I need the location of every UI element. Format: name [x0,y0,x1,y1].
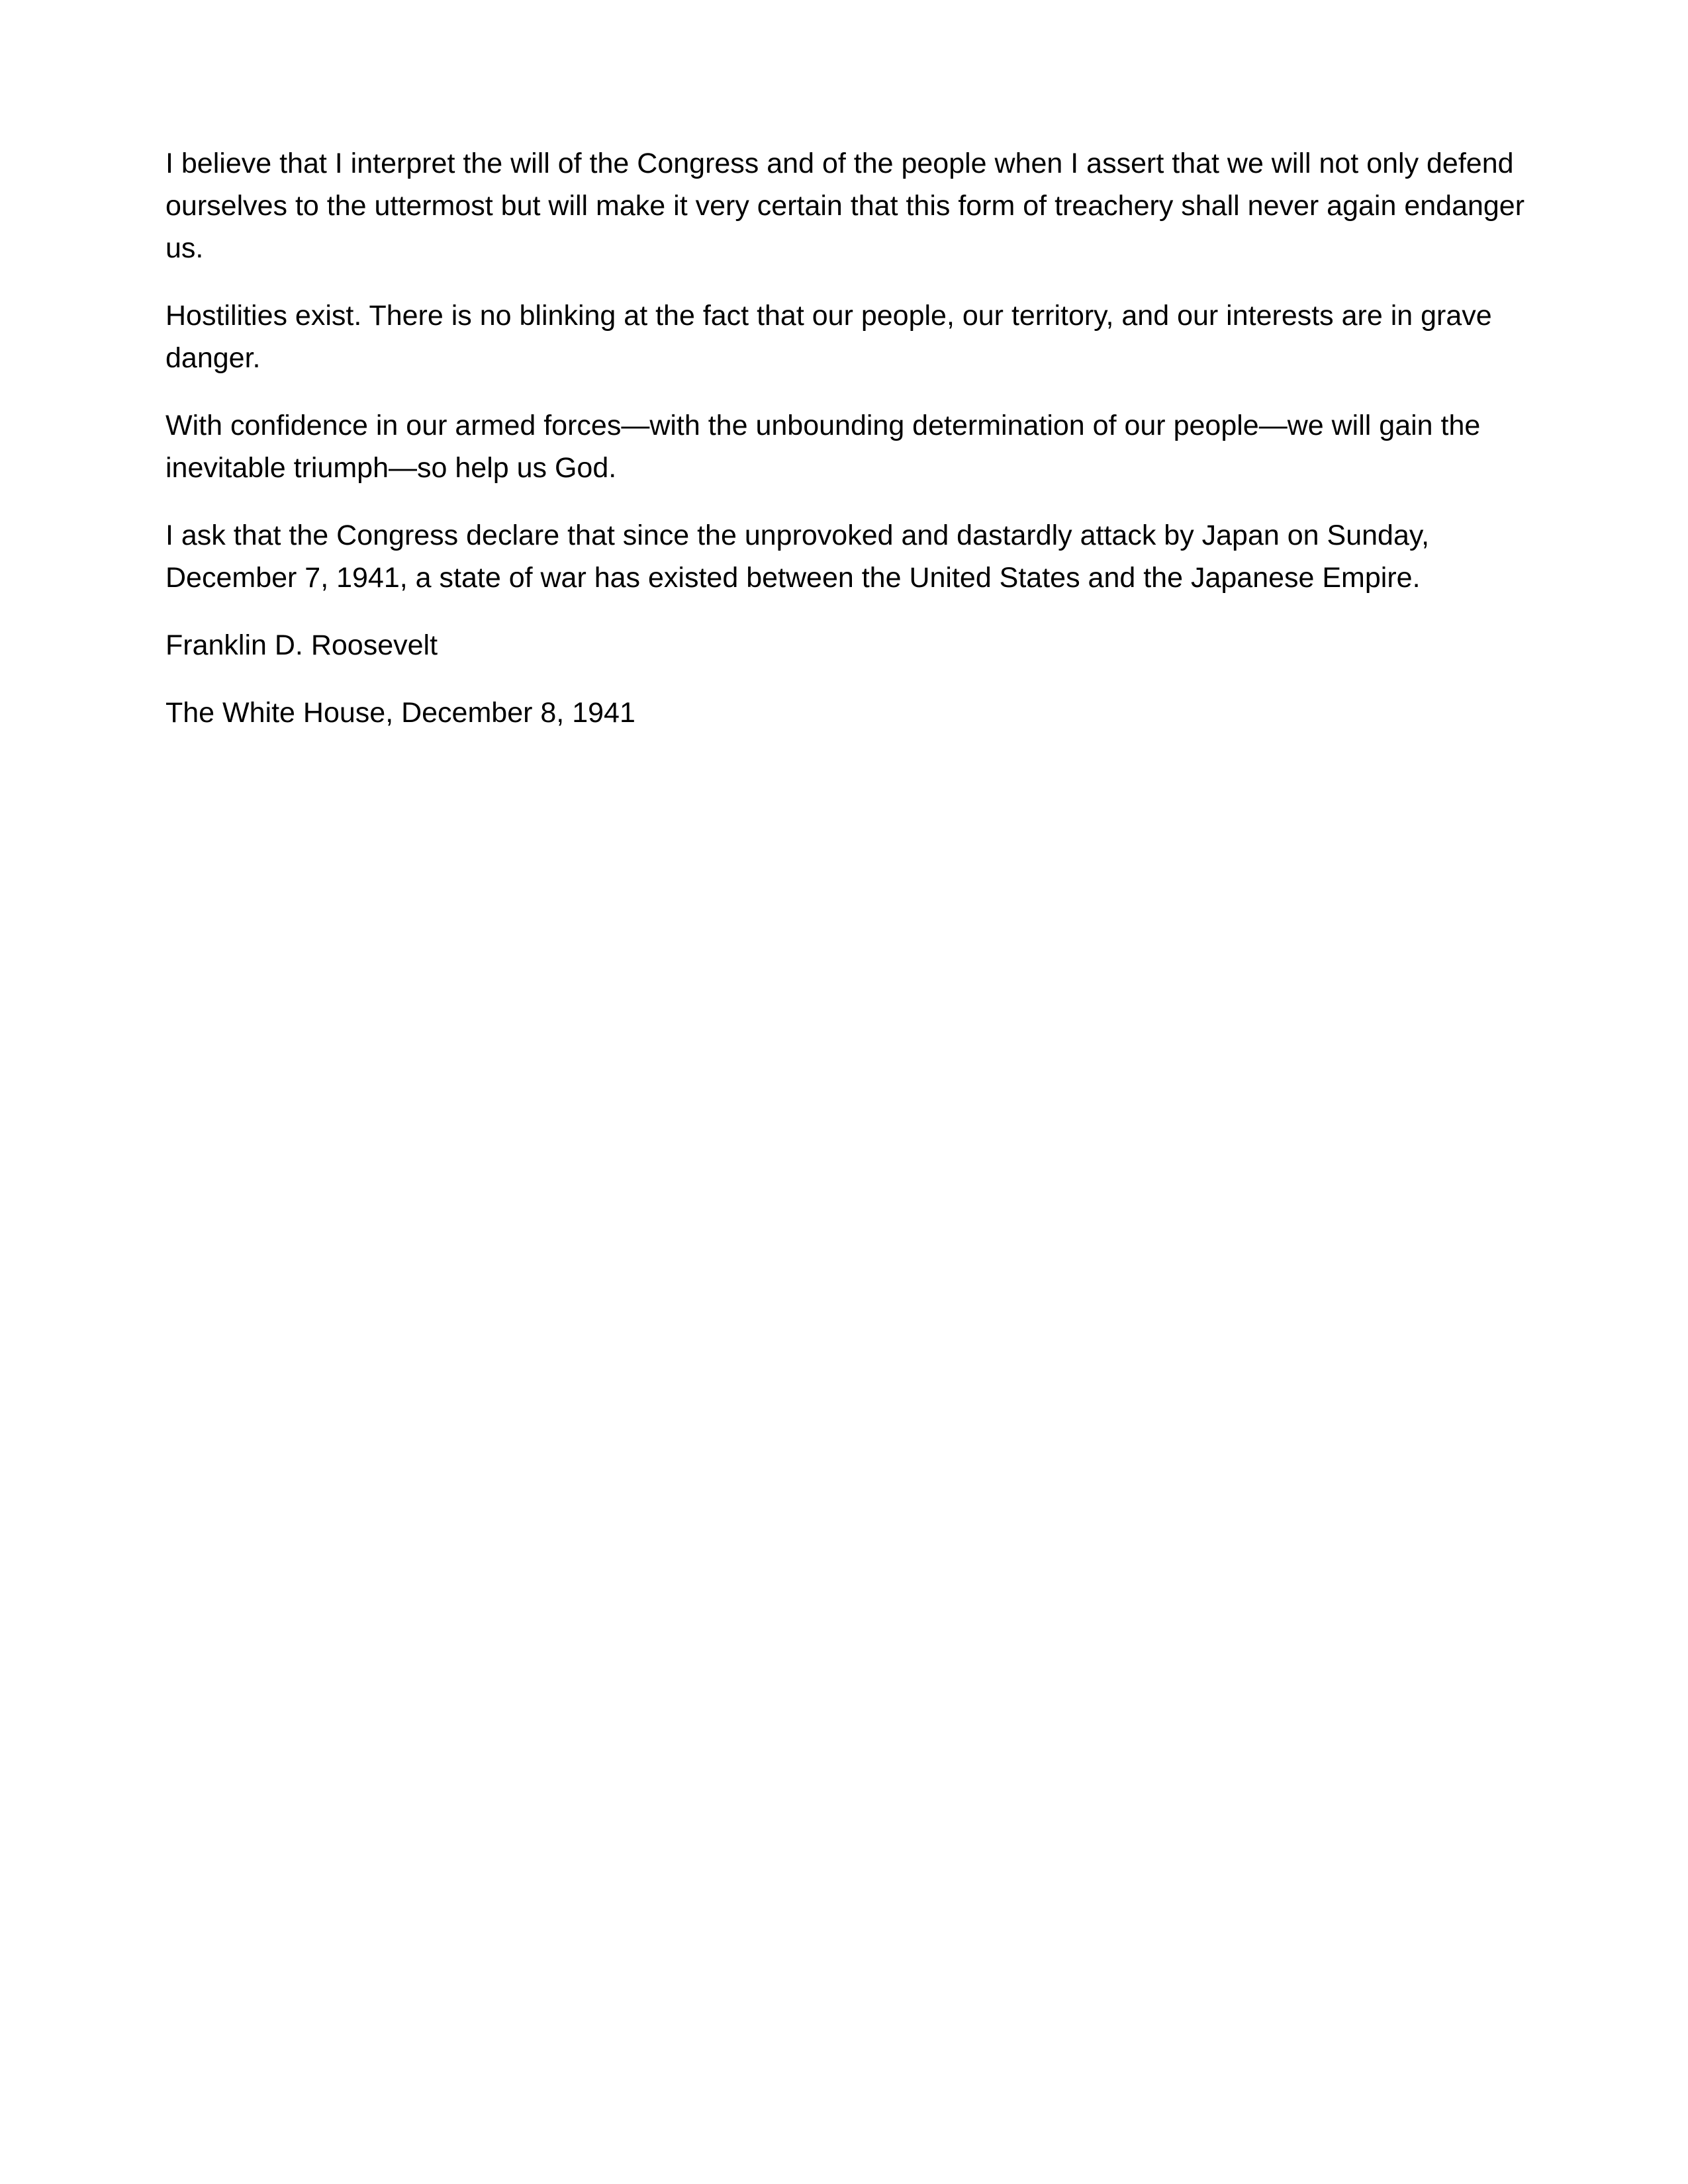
body-paragraph: I believe that I interpret the will of the Congress and of the people when I assert that we will not only defend ourselves to the uttermost but will make it very certain that this form of treachery shall never again endanger us. [165,148,1525,264]
signature-line: Franklin D. Roosevelt [165,629,438,661]
body-paragraph: Hostilities exist. There is no blinking at the fact that our people, our territory, and our interests are in grave danger. [165,300,1492,374]
document-body [165,142,1542,759]
dateline: The White House, December 8, 1941 [165,697,635,729]
body-paragraph: I ask that the Congress declare that since the unprovoked and dastardly attack by Japan on Sunday, December 7, 1941, a state of war has existed between the United States and the Japanese Empire. [165,520,1430,594]
body-paragraph: With confidence in our armed forces—with the unbounding determination of our people—we will gain the inevitable triumph—so help us God. [165,410,1481,484]
